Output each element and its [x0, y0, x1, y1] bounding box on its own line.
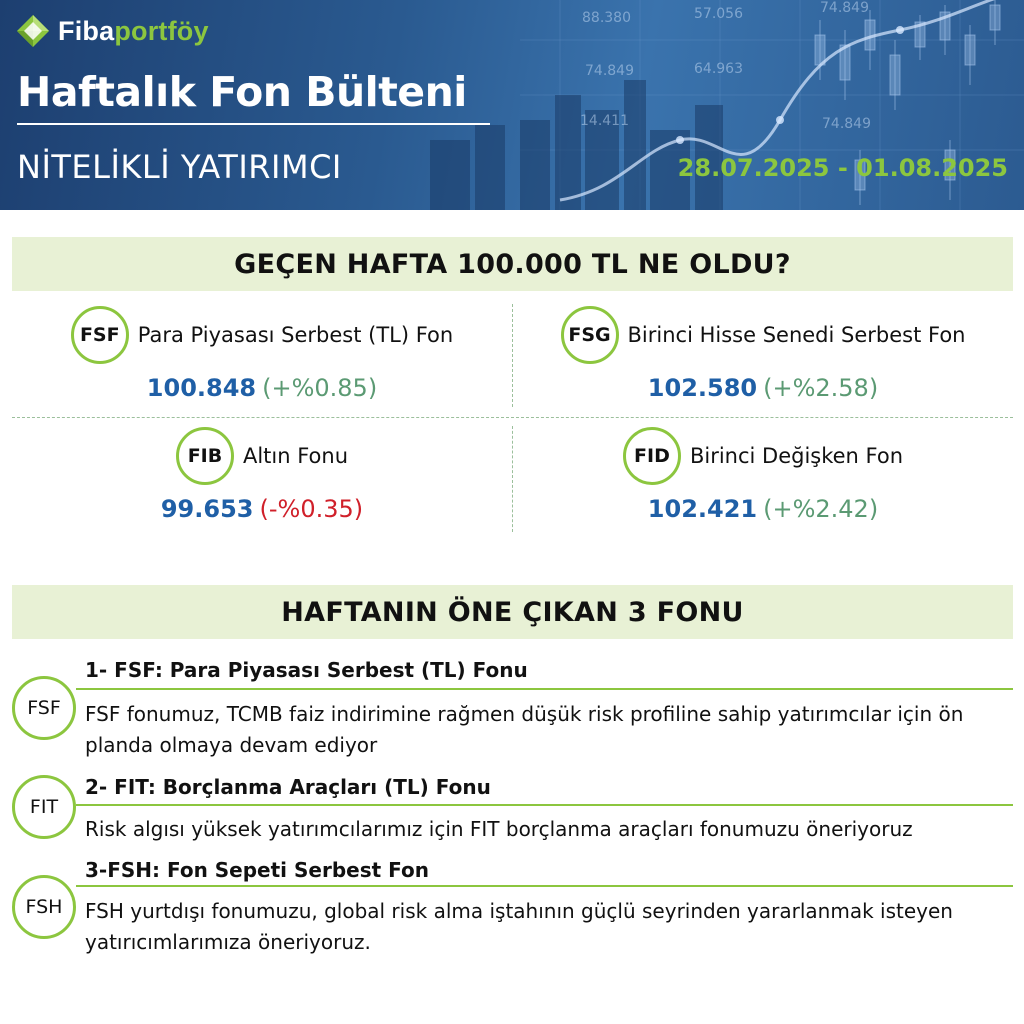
fund-code-badge: FSF [71, 306, 129, 364]
fund-card-fid [513, 427, 1013, 523]
fund-code-badge: FIT [12, 775, 76, 839]
fund-change: (+%2.42) [763, 495, 879, 523]
highlight-description: FSF fonumuz, TCMB faiz indirimine rağmen düşük risk profiline sahip yatırımcılar için ön planda olmaya devam ediyor [85, 702, 964, 757]
svg-text:88.380: 88.380 [582, 10, 631, 26]
highlight-item-fsf [0, 655, 1024, 765]
section-title-last-week: GEÇEN HAFTA 100.000 TL NE OLDU? [12, 237, 1013, 291]
fund-change: (-%0.35) [259, 495, 364, 523]
svg-text:74.849: 74.849 [822, 116, 871, 132]
fund-card-fsg [513, 306, 1013, 402]
grid-divider-horizontal [12, 417, 1013, 418]
fund-name: Birinci Değişken Fon [689, 444, 904, 468]
highlight-item-fit [0, 772, 1024, 852]
svg-text:57.056: 57.056 [694, 6, 743, 22]
highlight-item-fsh [0, 855, 1024, 965]
green-diamond-logo-icon [16, 14, 50, 48]
investor-type-subtitle: NİTELİKLİ YATIRIMCI [17, 148, 342, 186]
svg-text:64.963: 64.963 [694, 61, 743, 77]
highlight-heading: 1- FSF: Para Piyasası Serbest (TL) Fonu [85, 658, 528, 682]
fund-amount: 100.848 [146, 374, 257, 402]
fund-value [513, 495, 1013, 523]
svg-text:74.849: 74.849 [585, 63, 634, 79]
highlight-underline [76, 885, 1013, 887]
highlight-underline [76, 688, 1013, 690]
brand-name [58, 16, 209, 47]
fund-code-badge: FSH [12, 875, 76, 939]
highlight-underline [76, 804, 1013, 806]
fund-code-badge: FSG [561, 306, 619, 364]
fund-value [513, 374, 1013, 402]
svg-text:74.849: 74.849 [820, 0, 869, 16]
fund-value [12, 495, 512, 523]
fund-code-badge: FSF [12, 676, 76, 740]
fund-code-badge: FIB [176, 427, 234, 485]
date-range: 28.07.2025 - 01.08.2025 [677, 154, 1008, 182]
fund-name: Altın Fonu [242, 444, 349, 468]
title-divider [17, 123, 490, 125]
fund-name: Para Piyasası Serbest (TL) Fon [137, 323, 454, 347]
highlight-heading: 3-FSH: Fon Sepeti Serbest Fon [85, 858, 429, 882]
header-banner [0, 0, 1024, 210]
fund-name: Birinci Hisse Senedi Serbest Fon [627, 323, 966, 347]
svg-text:14.411: 14.411 [580, 113, 629, 129]
section-title-top-funds: HAFTANIN ÖNE ÇIKAN 3 FONU [12, 585, 1013, 639]
bulletin-title: Haftalık Fon Bülteni [17, 68, 467, 116]
fund-amount: 102.421 [647, 495, 758, 523]
highlight-heading: 2- FIT: Borçlanma Araçları (TL) Fonu [85, 775, 491, 799]
fund-value [12, 374, 512, 402]
fund-change: (+%2.58) [763, 374, 879, 402]
highlight-description: Risk algısı yüksek yatırımcılarımız için FIT borçlanma araçları fonumuzu öneriyoruz [85, 817, 913, 841]
fund-code-badge: FID [623, 427, 681, 485]
highlight-description: FSH yurtdışı fonumuzu, global risk alma iştahının güçlü seyrinden yararlanmak isteyen yatırıcımlarımıza öneriyoruz. [85, 899, 953, 954]
fund-card-fib [12, 427, 512, 523]
fund-change: (+%0.85) [262, 374, 378, 402]
fund-card-fsf [12, 306, 512, 402]
brand-name-portfoy: portföy [114, 15, 209, 46]
fund-amount: 102.580 [647, 374, 758, 402]
fiba-portfoy-logo [16, 12, 209, 50]
fund-amount: 99.653 [160, 495, 254, 523]
brand-name-fiba: Fiba [58, 15, 115, 46]
